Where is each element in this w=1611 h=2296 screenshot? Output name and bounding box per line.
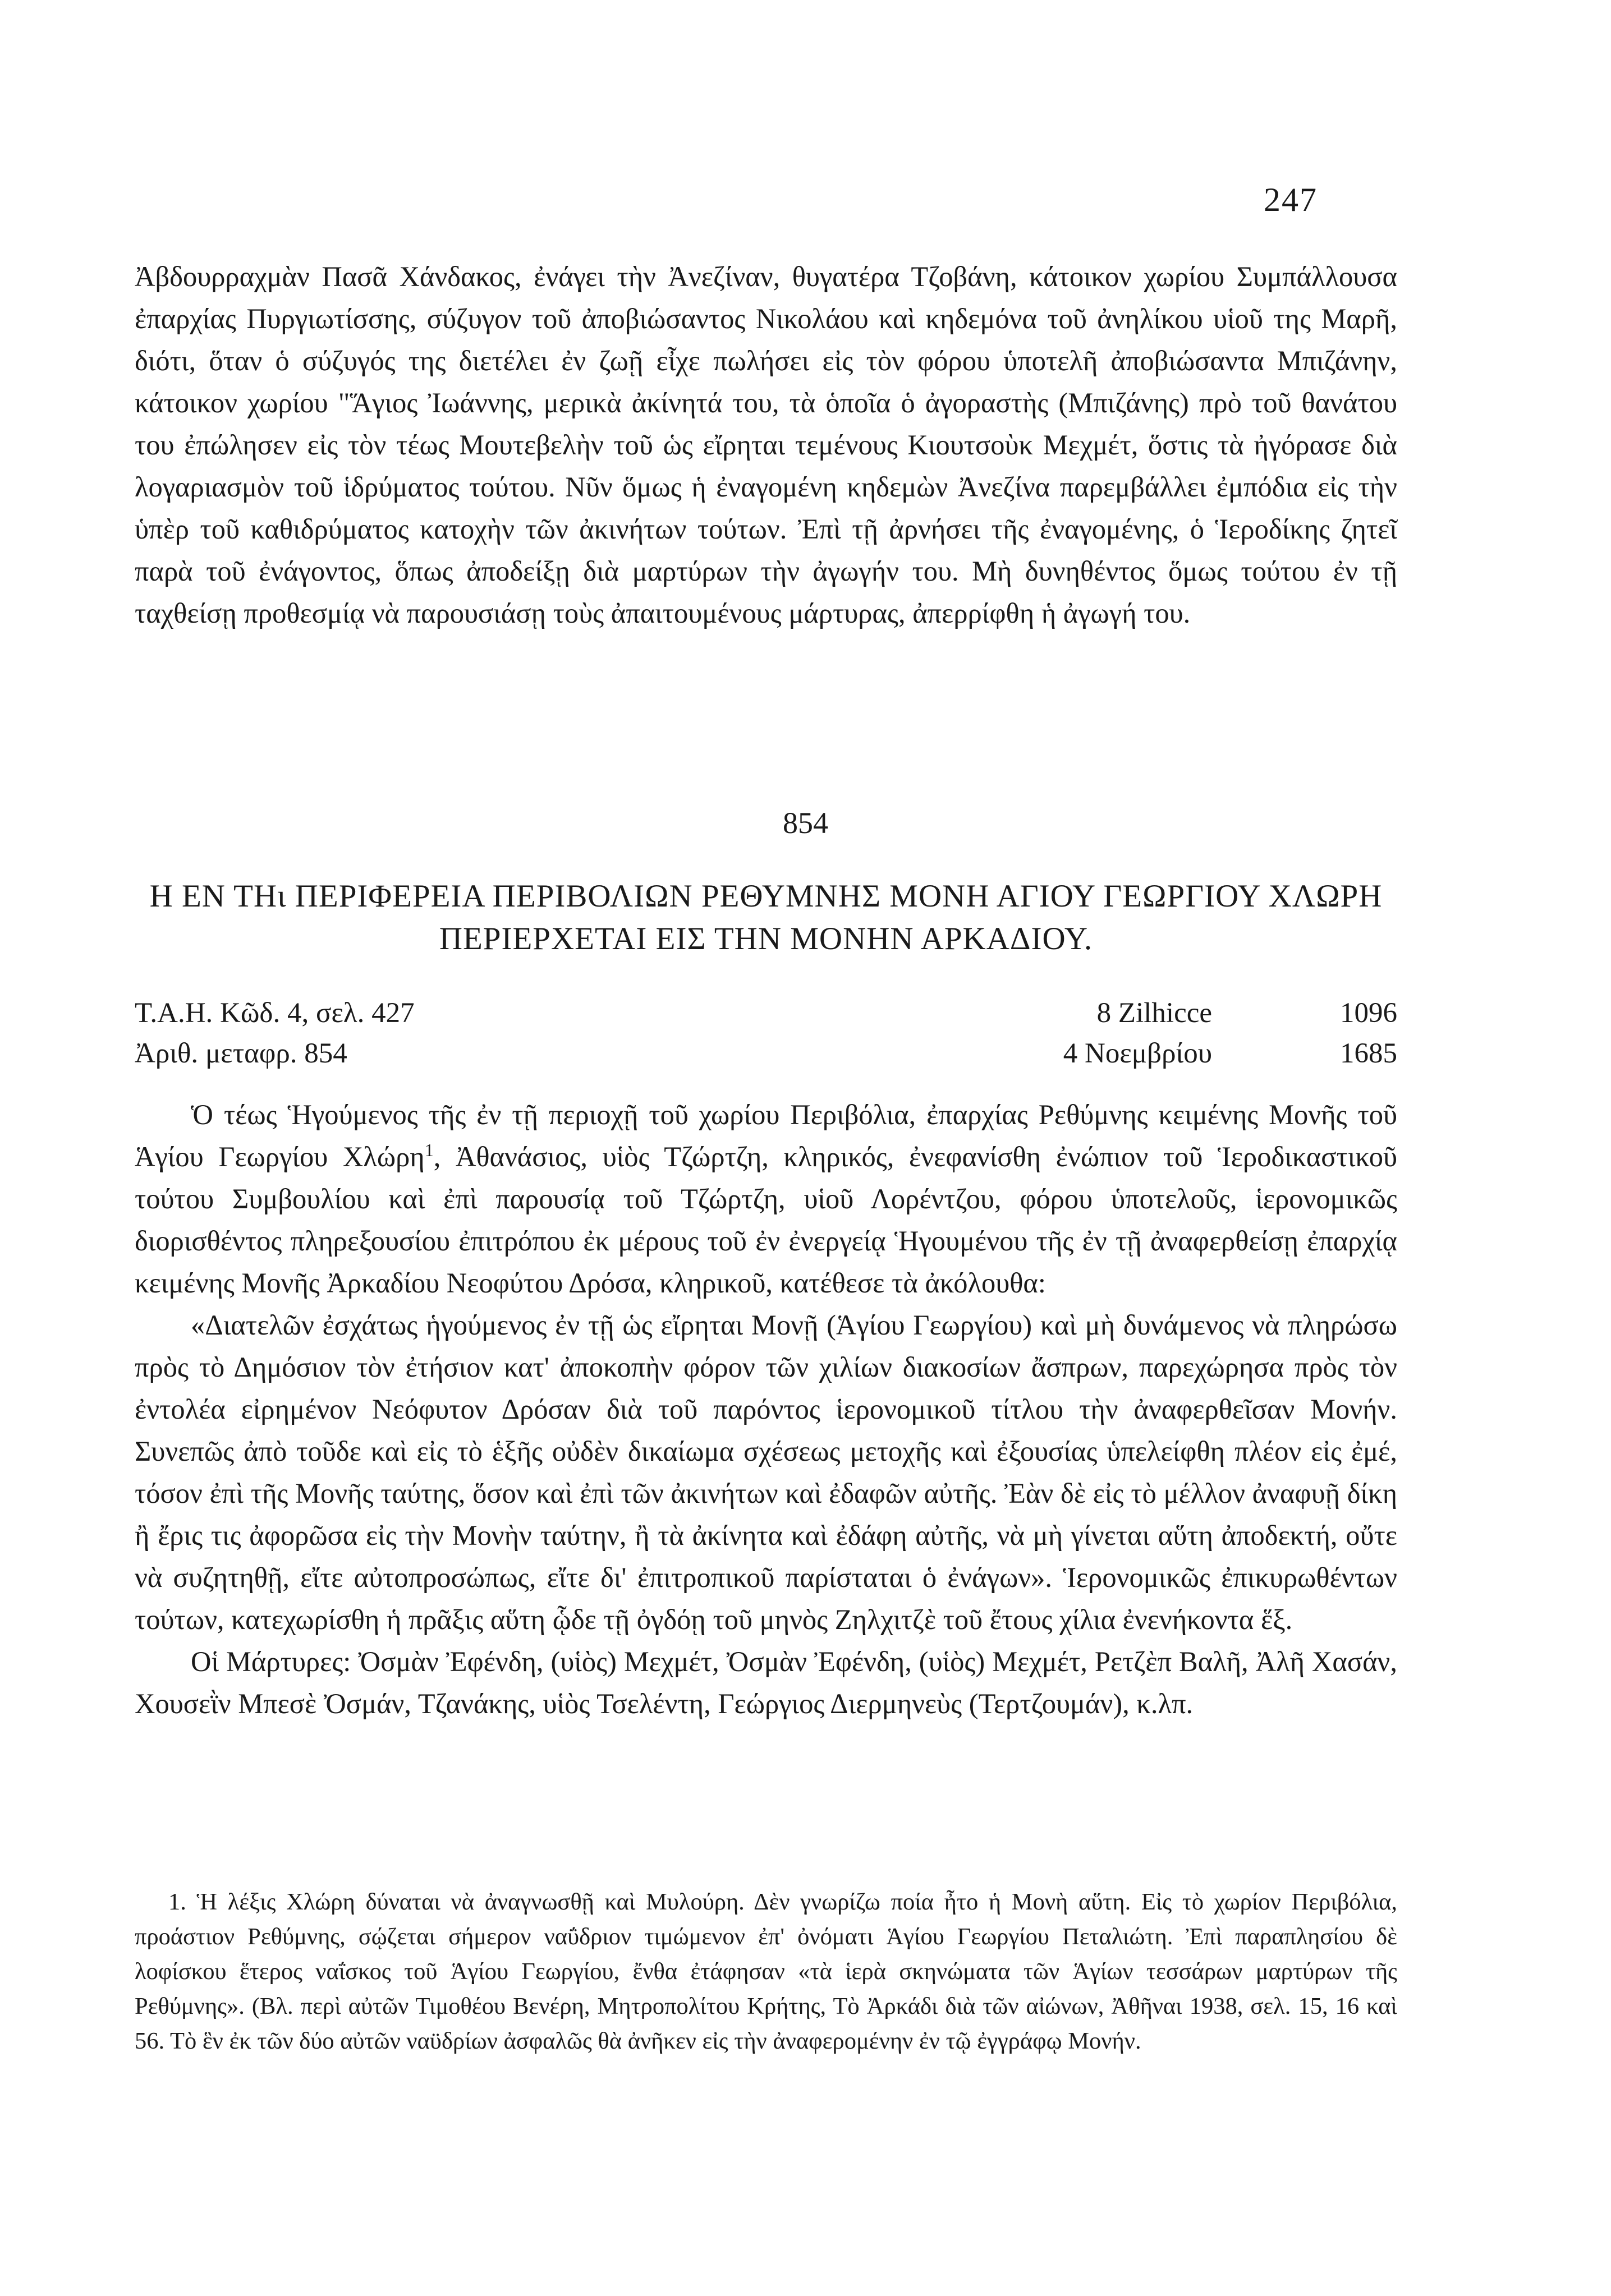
metadata-row-2 (135, 1033, 1397, 1074)
gregorian-date: 4 Νοεμβρίου (1063, 1038, 1212, 1069)
document-title: Η ΕΝ ΤΗι ΠΕΡΙΦΕΡΕΙΑ ΠΕΡΙΒΟΛΙΩΝ ΡΕΘΥΜΝΗΣ ΜΟΝΗ ΑΓΙΟΥ ΓΕΩΡΓΙΟΥ ΧΛΩΡΗ ΠΕΡΙΕΡΧΕΤΑΙ ΕΙΣ ΤΗΝ ΜΟΝΗΝ ΑΡΚΑΔΙΟΥ. (149, 878, 1383, 956)
translation-number: Ἀριθ. μεταφρ. 854 (135, 1038, 347, 1069)
page-number: 247 (1264, 181, 1318, 218)
body-paragraph-1-start: Ὁ τέως Ἡγούμενος τῆς ἐν τῇ περιοχῇ τοῦ χωρίου Περιβόλια, ἐπαρχίας Ρεθύμνης κειμένης Μονῆς τοῦ Ἁγίου Γεωργίου Χλώρη (135, 1099, 1397, 1172)
source-reference: Τ.Α.Η. Κῶδ. 4, σελ. 427 (135, 997, 415, 1029)
footnote-marker: 1 (424, 1140, 434, 1161)
gregorian-year: 1685 (1340, 1038, 1397, 1069)
body-paragraph-2: «Διατελῶν ἐσχάτως ἡγούμενος ἐν τῇ ὡς εἴρηται Μονῇ (Ἁγίου Γεωργίου) καὶ μὴ δυνάμενος νὰ πληρώσω πρὸς τὸ Δημόσιον τὸν ἐτήσιον κατ' ἀποκοπὴν φόρον τῶν χιλίων διακοσίων ἄσπρων, παρεχώρησα πρὸς τὸν ἐντολέα εἰρημένον Νεόφυτον Δρόσαν διὰ τοῦ παρόντος ἱερονομικοῦ τίτλου τὴν ἀναφερθεῖσαν Μονήν. Συνεπῶς ἀπὸ τοῦδε καὶ εἰς τὸ ἑξῆς οὐδὲν δικαίωμα σχέσεως μετοχῆς καὶ ἐξουσίας ὑπελείφθη πλέον εἰς ἐμέ, τόσον ἐπὶ τῆς Μονῆς ταύτης, ὅσον καὶ ἐπὶ τῶν ἀκινήτων καὶ ἐδαφῶν αὐτῆς. Ἐὰν δὲ εἰς τὸ μέλλον ἀναφυῇ δίκη ἢ ἔρις τις ἀφορῶσα εἰς τὴν Μονὴν ταύτην, ἢ τὰ ἀκίνητα καὶ ἐδάφη αὐτῆς, νὰ μὴ γίνεται αὕτη ἀποδεκτή, οὔτε νὰ συζητηθῇ, εἴτε αὐτοπροσώπως, εἴτε δι' ἐπιτροπικοῦ παρίσταται ὁ ἐνάγων». Ἱερονομικῶς ἐπικυρωθέντων τούτων, κατεχωρίσθη ἡ πρᾶξις αὕτη ᾧδε τῇ ὀγδόῃ τοῦ μηνὸς Ζηλχιτζὲ τοῦ ἔτους χίλια ἐνενήκοντα ἕξ. (135, 1309, 1397, 1635)
hijri-date: 8 Zilhicce (1096, 997, 1212, 1029)
preamble-section (135, 256, 1397, 634)
preamble-paragraph: Ἀβδουρραχμὰν Πασᾶ Χάνδακος, ἐνάγει τὴν Ἀνεζίναν, θυγατέρα Τζοβάνη, κάτοικον χωρίου Συμπάλλουσα ἐπαρχίας Πυργιωτίσσης, σύζυγον τοῦ ἀποβιώσαντος Νικολάου καὶ κηδεμόνα τοῦ ἀνηλίκου υἱοῦ της Μαρῆ, διότι, ὅταν ὁ σύζυγός της διετέλει ἐν ζωῇ εἶχε πωλήσει εἰς τὸν φόρου ὑποτελῆ ἀποβιώσαντα Μπιζάνην, κάτοικον χωρίου "Ἅγιος Ἰωάννης, μερικὰ ἀκίνητά του, τὰ ὁποῖα ὁ ἀγοραστὴς (Μπιζάνης) πρὸ τοῦ θανάτου του ἐπώλησεν εἰς τὸν τέως Μουτεβελὴν τοῦ ὡς εἴρηται τεμένους Κιουτσοὺκ Μεχμέτ, ὅστις τὰ ἠγόρασε διὰ λογαριασμὸν τοῦ ἱδρύματος τούτου. Νῦν ὅμως ἡ ἐναγομένη κηδεμὼν Ἀνεζίνα παρεμβάλλει ἐμπόδια εἰς τὴν ὑπὲρ τοῦ καθιδρύματος κατοχὴν τῶν ἀκινήτων τούτων. Ἐπὶ τῇ ἀρνήσει τῆς ἐναγομένης, ὁ Ἱεροδίκης ζητεῖ παρὰ τοῦ ἐνάγοντος, ὅπως ἀποδείξῃ διὰ μαρτύρων τὴν ἀγωγήν του. Μὴ δυνηθέντος ὅμως τούτου ἐν τῇ ταχθείσῃ προθεσμίᾳ νὰ παρουσιάσῃ τοὺς ἀπαιτουμένους μάρτυρας, ἀπερρίφθη ἡ ἀγωγή του. (135, 261, 1397, 629)
body-paragraph-1 (135, 1094, 1397, 1304)
footnote (135, 1885, 1397, 2059)
metadata-row-1 (135, 993, 1397, 1033)
footnote-text: 1. Ἡ λέξις Χλώρη δύναται νὰ ἀναγνωσθῇ καὶ Μυλούρη. Δὲν γνωρίζω ποία ἦτο ἡ Μονὴ αὕτη. Εἰς τὸ χωρίον Περιβόλια, προάστιον Ρεθύμνης, σῴζεται σήμερον ναΰδριον τιμώμενον ἐπ' ὀνόματι Ἁγίου Γεωργίου Πεταλιώτη. Ἐπὶ παραπλησίου δὲ λοφίσκου ἕτερος ναΐσκος τοῦ Ἁγίου Γεωργίου, ἔνθα ἐτάφησαν «τὰ ἱερὰ σκηνώματα τῶν Ἁγίων τεσσάρων μαρτύρων τῆς Ρεθύμνης». (Βλ. περὶ αὐτῶν Τιμοθέου Βενέρη, Μητροπολίτου Κρήτης, Τὸ Ἀρκάδι διὰ τῶν αἰώνων, Ἀθῆναι 1938, σελ. 15, 16 καὶ 56. Τὸ ἓν ἐκ τῶν δύο αὐτῶν ναϋδρίων ἀσφαλῶς θὰ ἀνῆκεν εἰς τὴν ἀναφερομένην ἐν τῷ ἐγγράφῳ Μονήν. (135, 1889, 1397, 2054)
source-metadata (135, 993, 1397, 1074)
document-body (135, 1094, 1397, 1725)
body-paragraph-1-rest: , Ἀθανάσιος, υἱὸς Τζώρτζη, κληρικός, ἐνεφανίσθη ἐνώπιον τοῦ Ἱεροδικαστικοῦ τούτου Συμβουλίου καὶ ἐπὶ παρουσίᾳ τοῦ Τζώρτζη, υἱοῦ Λορέντζου, φόρου ὑποτελοῦς, ἱερονομικῶς διορισθέντος πληρεξουσίου ἐπιτρόπου ἐκ μέρους τοῦ ἐν ἐνεργείᾳ Ἡγουμένου τῆς ἐν τῇ ἀναφερθείσῃ ἐπαρχίᾳ κειμένης Μονῆς Ἀρκαδίου Νεοφύτου Δρόσα, κληρικοῦ, κατέθεσε τὰ ἀκόλουθα: (135, 1141, 1397, 1299)
hijri-year: 1096 (1340, 997, 1397, 1029)
document-number: 854 (783, 806, 828, 840)
body-paragraph-witnesses: Οἱ Μάρτυρες: Ὀσμὰν Ἐφένδη, (υἱὸς) Μεχμέτ, Ὀσμὰν Ἐφένδη, (υἱὸς) Μεχμέτ, Ρετζὲπ Βαλῆ, Ἀλῆ Χασάν, Χουσεῒν Μπεσὲ Ὀσμάν, Τζανάκης, υἱὸς Τσελέντη, Γεώργιος Διερμηνεὺς (Τερτζουμάν), κ.λπ. (135, 1646, 1397, 1719)
